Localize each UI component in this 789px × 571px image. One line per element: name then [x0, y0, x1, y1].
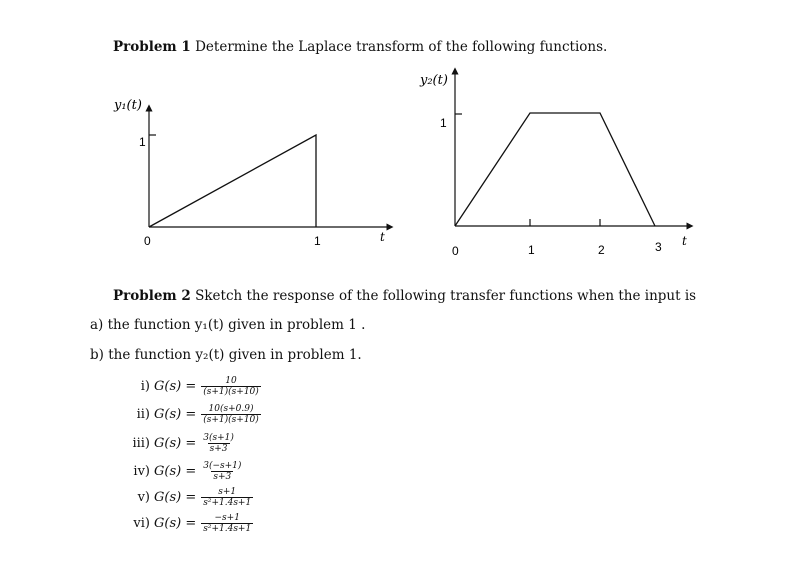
tf-denominator: s+3	[209, 444, 228, 454]
graph1-x-tick-label: 1	[314, 234, 321, 248]
tf-denominator: (s+1)(s+10)	[203, 387, 259, 397]
tf-denominator: (s+1)(s+10)	[203, 415, 259, 425]
tf-label: iii)	[132, 436, 150, 451]
tf-denominator: s²+1.4s+1	[203, 498, 252, 508]
graph1-xlabel: t	[380, 230, 385, 244]
problem1-statement	[113, 39, 607, 55]
problem2-text: Sketch the response of the following transfer functions when the input is	[195, 288, 697, 304]
tf-numerator: −s+1	[214, 513, 240, 523]
tf-label: ii)	[136, 407, 150, 422]
transfer-function-item	[118, 404, 261, 425]
graph1-ylabel: y₁(t)	[114, 98, 142, 113]
tf-label: i)	[140, 379, 150, 394]
tf-numerator: 3(s+1)	[203, 433, 234, 443]
graph2-x-tick-label-2: 2	[598, 243, 605, 257]
graph2-ylabel: y₂(t)	[420, 73, 448, 88]
tf-lhs: G(s) =	[154, 490, 197, 505]
graph1-y-tick-label: 1	[139, 135, 146, 149]
tf-label: vi)	[133, 516, 150, 531]
problem1-text: Determine the Laplace transform of the following functions.	[195, 39, 608, 55]
tf-numerator: 10(s+0.9)	[208, 404, 254, 414]
tf-fraction	[201, 513, 253, 534]
tf-lhs: G(s) =	[154, 407, 197, 422]
tf-fraction	[201, 461, 243, 482]
tf-numerator: s+1	[218, 487, 237, 497]
transfer-function-item	[118, 513, 253, 534]
tf-lhs: G(s) =	[154, 516, 197, 531]
problem2-part-a: a) the function y₁(t) given in problem 1 .	[90, 317, 366, 333]
transfer-function-item	[118, 461, 243, 482]
tf-label: v)	[137, 490, 150, 505]
graph-y1	[100, 90, 400, 260]
tf-label: iv)	[133, 464, 150, 479]
tf-fraction	[201, 376, 261, 397]
graph2-x-tick-label-1: 1	[528, 243, 535, 257]
tf-fraction	[201, 487, 253, 508]
graph2-x-tick-label-3: 3	[655, 240, 662, 254]
problem2-statement	[113, 288, 696, 304]
graph-y2	[410, 65, 710, 265]
problem2-part-b: b) the function y₂(t) given in problem 1.	[90, 347, 362, 363]
graph1-origin-label: 0	[144, 234, 151, 248]
tf-numerator: 10	[225, 376, 237, 386]
problem1-label: Problem 1	[113, 39, 191, 55]
graph2-xlabel: t	[682, 234, 687, 248]
tf-fraction	[201, 433, 236, 454]
transfer-function-item	[118, 433, 236, 454]
tf-lhs: G(s) =	[154, 464, 197, 479]
graph2-origin-label: 0	[452, 244, 459, 258]
tf-denominator: s+3	[213, 472, 232, 482]
tf-denominator: s²+1.4s+1	[203, 524, 252, 534]
transfer-function-item	[118, 487, 253, 508]
tf-fraction	[201, 404, 261, 425]
tf-lhs: G(s) =	[154, 379, 197, 394]
graph2-trapezoid-line	[455, 113, 655, 226]
graph1-ramp-line	[149, 135, 316, 227]
problem2-label: Problem 2	[113, 288, 191, 304]
tf-lhs: G(s) =	[154, 436, 197, 451]
tf-numerator: 3(−s+1)	[203, 461, 242, 471]
graph2-y-tick-label: 1	[440, 116, 447, 130]
transfer-function-item	[118, 376, 261, 397]
